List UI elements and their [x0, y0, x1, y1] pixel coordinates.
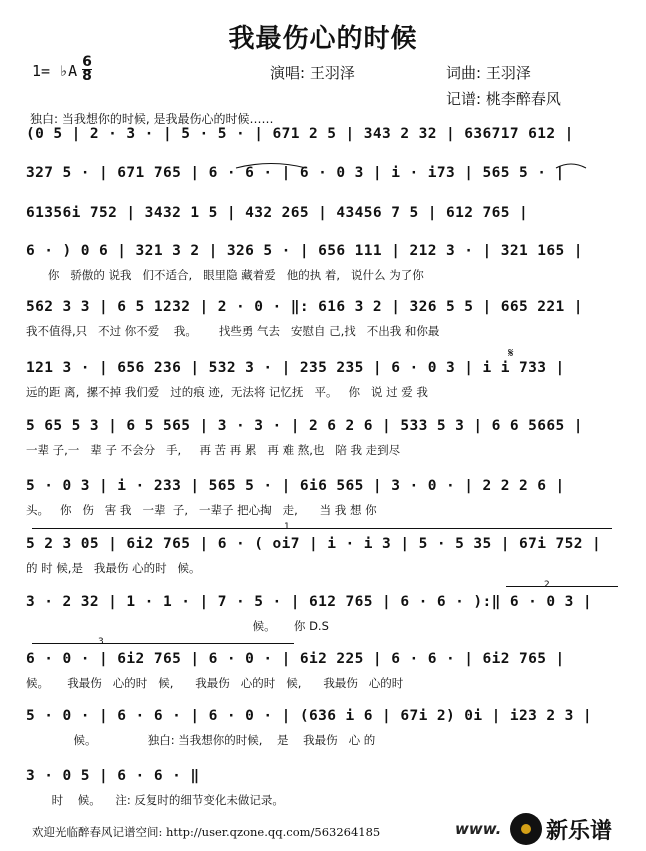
- staff-row-11: [26, 637, 618, 703]
- segno-sign: 𝄋: [508, 346, 514, 361]
- singer-credit: 演唱: 王羽泽: [270, 64, 355, 82]
- staff-row-8: [26, 478, 618, 530]
- staff-row-4: [26, 243, 618, 295]
- footer-link-text: 欢迎光临醉春风记谱空间: http://user.qzone.qq.com/563264185: [32, 825, 381, 839]
- volta-3-label: 3: [98, 637, 104, 647]
- lyric-line: 的 时 候,是 我最伤 心的时 候。: [26, 561, 201, 575]
- volta-2-bracket: [506, 586, 618, 587]
- notation-line: 562 3 3 | 6 5 1232 | 2 · 0 · ‖: 616 3 2 | 326 5 5 | 665 221 |: [26, 299, 583, 315]
- time-signature-bottom: 8: [82, 68, 92, 84]
- watermark-www: www.: [455, 820, 502, 838]
- notation-line: (0 5 | 2 · 3 · | 5 · 5 · | 671 2 5 | 343 2 32 | 636717 612 |: [26, 126, 574, 142]
- lyric-line: 一辈 子,一 辈 子 不会分 手, 再 苦 再 累 再 难 熬,也 陪 我 走到尽: [26, 443, 401, 457]
- staff-row-9: [26, 522, 618, 588]
- lyric-line: 远的距 离, 摞不掉 我们爱 过的痕 迹, 无法将 记忆抚 平。 你 说 过 爱 我: [26, 385, 428, 399]
- lyric-line: 你 骄傲的 说我 们不适合, 眼里隐 藏着爱 他的执 着, 说什么 为了你: [26, 268, 424, 282]
- lyric-line: 候。 我最伤 心的时 候, 我最伤 心的时 候, 我最伤 心的时: [26, 676, 404, 690]
- transcriber-credit: 记谱: 桃李醉春风: [446, 90, 561, 108]
- lyric-line: 候。 你 D.S: [26, 619, 329, 633]
- lyric-line: 时 候。 注: 反复时的细节变化未做记录。: [26, 793, 284, 807]
- notation-line: 6 · ) 0 6 | 321 3 2 | 326 5 · | 656 111 | 212 3 · | 321 165 |: [26, 243, 583, 259]
- staff-row-10: [26, 580, 618, 646]
- notation-line: 5 · 0 3 | i · 233 | 565 5 · | 6i6 565 | 3 · 0 · | 2 2 2 6 |: [26, 478, 565, 494]
- staff-row-6: [26, 346, 618, 412]
- time-signature-top: 6: [82, 54, 92, 70]
- notation-line: 5 65 5 3 | 6 5 565 | 3 · 3 · | 2 6 2 6 | 533 5 3 | 6 6 5665 |: [26, 418, 583, 434]
- lyric-line: 我不值得,只 不过 你不爱 我。 找些勇 气去 安慰自 己,找 不出我 和你最: [26, 324, 440, 338]
- narration-line: 独白: 当我想你的时候, 是我最伤心的时候……: [30, 112, 274, 126]
- notation-line: 5 · 0 · | 6 · 6 · | 6 · 0 · | (636 i 6 | 67i 2) 0i | i23 2 3 |: [26, 708, 593, 724]
- site-logo: [510, 812, 634, 846]
- song-title: 我最伤心的时候: [228, 24, 418, 54]
- staff-row-5: [26, 299, 618, 351]
- notation-line: 6 · 0 · | 6i2 765 | 6 · 0 · | 6i2 225 | 6 · 6 · | 6i2 765 |: [26, 651, 565, 667]
- notation-line: 5 2 3 05 | 6i2 765 | 6 · ( oi7 | i · i 3 | 5 · 5 35 | 67i 752 |: [26, 536, 602, 552]
- key-signature: 1= ♭A: [32, 62, 78, 80]
- time-signature: [82, 56, 92, 83]
- notation-line: 61356i 752 | 3432 1 5 | 432 265 | 43456 7 5 | 612 765 |: [26, 205, 529, 221]
- lyric-line: 头。 你 伤 害 我 一辈 子, 一辈子 把心掏 走, 当 我 想 你: [26, 503, 377, 517]
- notation-line: 327 5 · | 671 765 | 6 · 6 · | 6 · 0 3 | i · i73 | 565 5 · |: [26, 165, 565, 181]
- volta-1-label: 1: [284, 522, 290, 532]
- lyric-line: 候。 独白: 当我想你的时候, 是 我最伤 心 的: [26, 733, 376, 747]
- composer-credit: 词曲: 王羽泽: [446, 64, 531, 82]
- notation-line: 3 · 0 5 | 6 · 6 · ‖: [26, 768, 200, 784]
- volta-1-bracket: [32, 528, 612, 529]
- notation-line: 3 · 2 32 | 1 · 1 · | 7 · 5 · | 612 765 | 6 · 6 · ):‖ 6 · 0 3 |: [26, 594, 593, 610]
- notation-line: 121 3 · | 656 236 | 532 3 · | 235 235 | 6 · 0 3 | i i 733 |: [26, 360, 565, 376]
- record-disc-icon: [510, 813, 542, 845]
- logo-text: 新乐谱: [546, 819, 613, 844]
- staff-row-12: [26, 708, 618, 760]
- volta-3-bracket: [32, 643, 294, 644]
- staff-row-7: [26, 418, 618, 470]
- volta-2-label: 2: [544, 580, 550, 590]
